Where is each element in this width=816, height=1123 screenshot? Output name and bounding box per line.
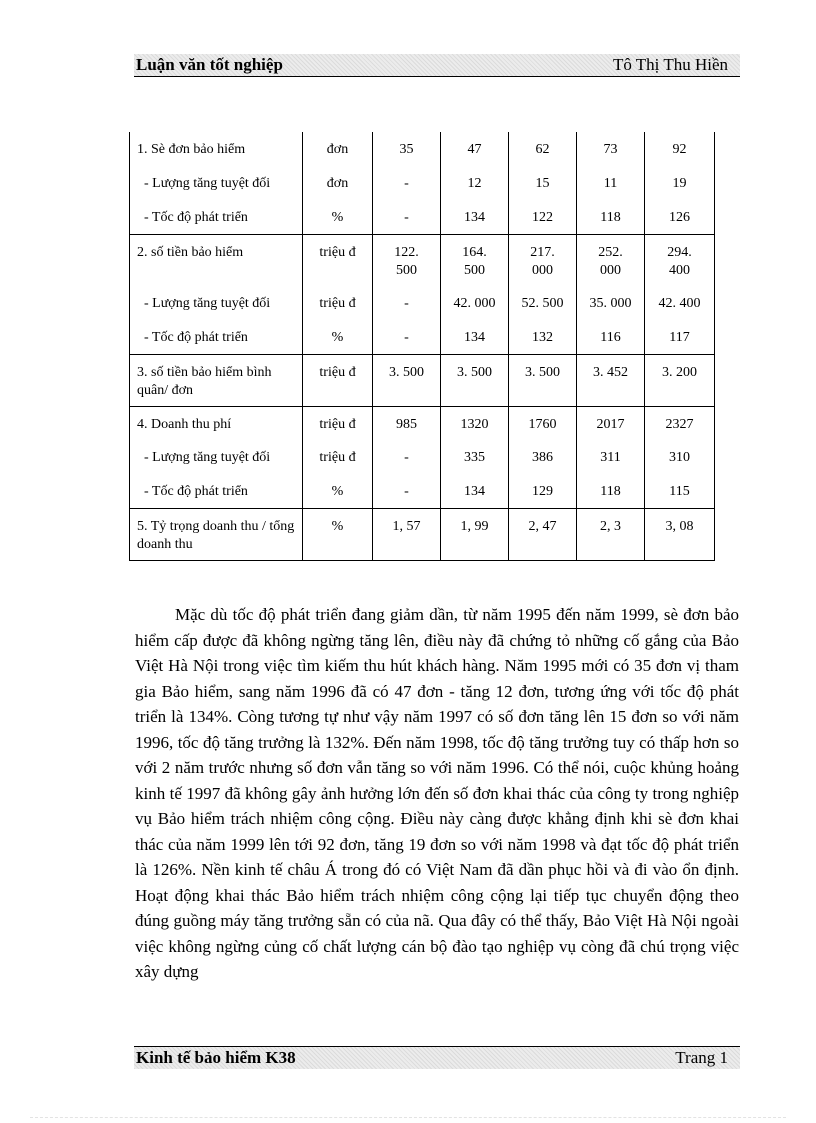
row-unit: triệu đ	[303, 406, 373, 440]
row-value: 1760	[509, 406, 577, 440]
row-label: 1. Sè đơn bảo hiểm	[130, 132, 303, 166]
row-value: 42. 400	[645, 286, 715, 320]
row-value: 252. 000	[577, 234, 645, 286]
row-value: 3, 08	[645, 508, 715, 560]
row-value: 985	[373, 406, 441, 440]
table-row	[130, 354, 715, 406]
row-label: - Tốc độ phát triển	[130, 200, 303, 234]
row-unit: triệu đ	[303, 440, 373, 474]
row-label: 4. Doanh thu phí	[130, 406, 303, 440]
page-bottom-rule	[30, 1117, 786, 1118]
footer-page-number: Trang 1	[675, 1048, 728, 1067]
row-value: 2, 3	[577, 508, 645, 560]
row-value: 19	[645, 166, 715, 200]
row-value: 62	[509, 132, 577, 166]
footer-course: Kinh tế bảo hiểm K38	[136, 1048, 296, 1067]
row-value: 134	[441, 320, 509, 354]
row-value: 115	[645, 474, 715, 508]
table-row	[130, 474, 715, 508]
row-value: 15	[509, 166, 577, 200]
row-value: 311	[577, 440, 645, 474]
table-row	[130, 320, 715, 354]
row-value: 1, 99	[441, 508, 509, 560]
table-row	[130, 132, 715, 166]
row-label: 5. Tỷ trọng doanh thu / tổng doanh thu	[130, 508, 303, 560]
row-label: - Lượng tăng tuyệt đối	[130, 440, 303, 474]
row-label: - Tốc độ phát triển	[130, 320, 303, 354]
row-unit: %	[303, 200, 373, 234]
row-label: - Tốc độ phát triển	[130, 474, 303, 508]
row-value: 118	[577, 200, 645, 234]
header-author: Tô Thị Thu Hiền	[612, 55, 728, 74]
row-value: 132	[509, 320, 577, 354]
table-row	[130, 234, 715, 286]
row-value: 118	[577, 474, 645, 508]
row-value: 2017	[577, 406, 645, 440]
row-value: 335	[441, 440, 509, 474]
row-value: 164. 500	[441, 234, 509, 286]
row-label: - Lượng tăng tuyệt đối	[130, 286, 303, 320]
row-value: 134	[441, 474, 509, 508]
row-value: 3. 500	[441, 354, 509, 406]
row-unit: đơn	[303, 166, 373, 200]
row-value: 92	[645, 132, 715, 166]
row-unit: %	[303, 508, 373, 560]
row-value: 126	[645, 200, 715, 234]
row-label: 3. số tiền bảo hiểm bình quân/ đơn	[130, 354, 303, 406]
row-label: 2. số tiền bảo hiểm	[130, 234, 303, 286]
row-value: 294. 400	[645, 234, 715, 286]
row-value: 217. 000	[509, 234, 577, 286]
row-value: 73	[577, 132, 645, 166]
row-value: 2327	[645, 406, 715, 440]
row-label: - Lượng tăng tuyệt đối	[130, 166, 303, 200]
row-unit: triệu đ	[303, 286, 373, 320]
table-row	[130, 166, 715, 200]
row-value: 47	[441, 132, 509, 166]
table-row	[130, 440, 715, 474]
row-value: 52. 500	[509, 286, 577, 320]
row-value: -	[373, 320, 441, 354]
row-value: 122	[509, 200, 577, 234]
header-title: Luận văn tốt nghiệp	[136, 55, 283, 74]
row-value: 1320	[441, 406, 509, 440]
row-value: 116	[577, 320, 645, 354]
table-row	[130, 406, 715, 440]
row-value: 3. 200	[645, 354, 715, 406]
row-value: 2, 47	[509, 508, 577, 560]
row-value: 3. 500	[373, 354, 441, 406]
row-value: 3. 500	[509, 354, 577, 406]
row-value: 35	[373, 132, 441, 166]
row-value: 134	[441, 200, 509, 234]
table-row	[130, 286, 715, 320]
row-value: 42. 000	[441, 286, 509, 320]
page-footer	[134, 1047, 740, 1069]
page-header	[134, 54, 740, 76]
row-value: 3. 452	[577, 354, 645, 406]
row-value: 122. 500	[373, 234, 441, 286]
row-value: -	[373, 440, 441, 474]
row-value: -	[373, 474, 441, 508]
row-value: -	[373, 200, 441, 234]
row-value: 12	[441, 166, 509, 200]
table-row	[130, 508, 715, 560]
row-value: 310	[645, 440, 715, 474]
row-value: 11	[577, 166, 645, 200]
row-value: -	[373, 166, 441, 200]
row-value: 1, 57	[373, 508, 441, 560]
row-unit: triệu đ	[303, 234, 373, 286]
row-value: 386	[509, 440, 577, 474]
statistics-table	[129, 132, 715, 561]
table-row	[130, 200, 715, 234]
row-unit: đơn	[303, 132, 373, 166]
row-unit: %	[303, 320, 373, 354]
row-value: -	[373, 286, 441, 320]
row-unit: triệu đ	[303, 354, 373, 406]
body-paragraph: Mặc dù tốc độ phát triển đang giảm dần, từ năm 1995 đến năm 1999, sè đơn bảo hiểm cấp được đã không ngừng tăng lên, điều này đã chứng tỏ những cố gắng của Bảo Việt Hà Nội trong việc tìm kiếm thu hút khách hàng. Năm 1995 mới có 35 đơn vị tham gia Bảo hiểm, sang năm 1996 đã có 47 đơn - tăng 12 đơn, tương ứng với tốc độ phát triển là 134%. Còng tương tự như vậy năm 1997 có số đơn tăng lên 15 đơn so với năm 1996, tốc độ tăng trưởng là 132%. Đến năm 1998, tốc độ tăng trưởng tuy có thấp hơn so với 2 năm trước nhưng số đơn vẫn tăng so với năm 1996. Có thể nói, cuộc khủng hoảng kinh tế 1997 đã không gây ảnh hưởng lớn đến số đơn khai thác của công ty trong nghiệp vụ Bảo hiểm trách nhiệm công cộng. Điều này càng được khẳng định khi sè đơn khai thác của năm 1999 lên tới 92 đơn, tăng 19 đơn so với năm 1998 và đạt tốc độ phát triển là 126%. Nền kinh tế châu Á trong đó có Việt Nam đã dần phục hồi và đi vào ổn định. Hoạt động khai thác Bảo hiểm trách nhiệm công cộng lại tiếp tục chuyển động theo đúng guồng máy tăng trưởng sẵn có của nã. Qua đây có thể thấy, Bảo Việt Hà Nội ngoài việc không ngừng củng cố chất lượng cán bộ đào tạo nghiệp vụ còng đã chú trọng việc xây dựng	[135, 605, 739, 981]
row-unit: %	[303, 474, 373, 508]
row-value: 35. 000	[577, 286, 645, 320]
row-value: 117	[645, 320, 715, 354]
row-value: 129	[509, 474, 577, 508]
